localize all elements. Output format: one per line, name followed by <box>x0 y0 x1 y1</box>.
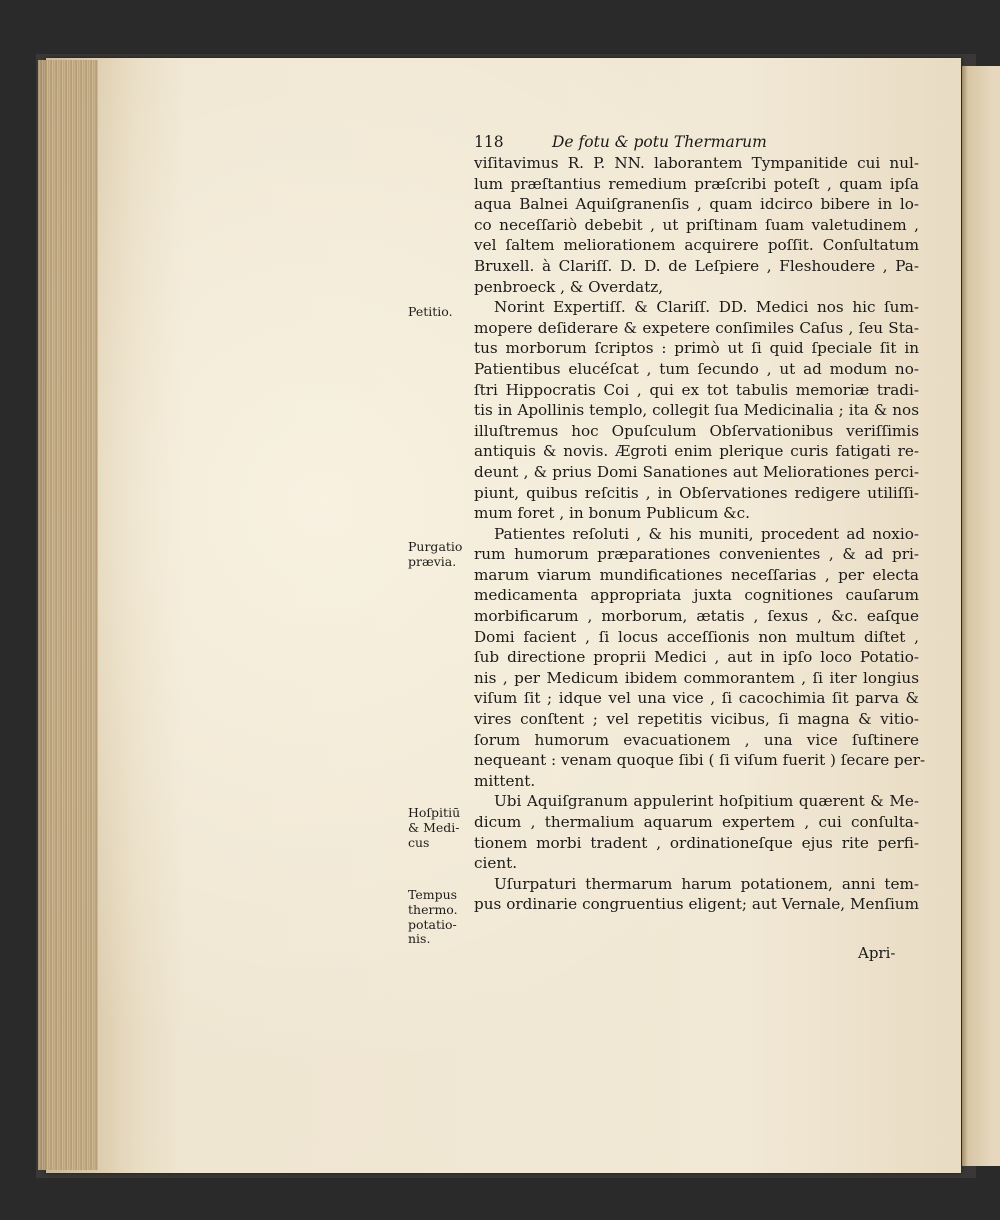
body-line: viſitavimus R. P. NN. laborantem Tympanitide cui nul- <box>474 154 919 172</box>
body-line: co neceſſariò debebit , ut priſtinam ſuam valetudinem , <box>474 215 919 234</box>
body-line: deunt , & prius Domi Sanationes aut Meliorationes perci- <box>474 462 919 481</box>
body-line: Norint Expertiſſ. & Clariſſ. DD. Medici nos hic ſum- <box>494 298 919 317</box>
body-line: nis , per Medicum ibidem commorantem , ſi iter longius <box>474 668 919 687</box>
body-line: pus ordinarie congruentius eligent; aut Vernale, Menſium <box>474 895 919 914</box>
body-line: Uſurpaturi thermarum harum potationem, anni tem- <box>494 874 919 893</box>
body-line: Ubi Aquiſgranum appulerint hoſpitium quærent & Me- <box>494 792 919 811</box>
body-line: mum foret , in bonum Publicum &c. <box>474 504 750 523</box>
body-line: tus morborum ſcriptos : primò ut ſi quid ſpeciale ſit in <box>474 339 919 358</box>
body-line: rum humorum præparationes convenientes , & ad pri- <box>474 545 919 564</box>
body-line: dicum , thermalium aquarum expertem , cui conſulta- <box>474 813 919 831</box>
body-line: marum viarum mundificationes neceſſarias , per electa <box>474 565 919 584</box>
facing-page-edge <box>962 66 1000 1166</box>
body-line: medicamenta appropriata juxta cognitiones cauſarum <box>474 586 919 605</box>
running-head <box>474 132 919 153</box>
body-line: ſtri Hippocratis Coi , qui ex tot tabulis memoriæ tradi- <box>474 380 919 399</box>
page-number: 118 <box>474 133 504 151</box>
body-line: tis in Apollinis templo, collegit ſua Medicinalia ; ita & nos <box>474 401 919 420</box>
body-line: piunt, quibus reſcitis , in Obſervationes redigere utiliſſi- <box>474 483 919 502</box>
body-line: vires conſtent ; vel repetitis vicibus, ſi magna & vitio- <box>474 710 919 729</box>
margin-note: Hoſpitiū & Medi-cus <box>408 805 461 850</box>
body-line: Domi facient , ſi locus acceſſionis non multum diſtet , <box>474 627 919 646</box>
body-line: mittent. <box>474 771 536 790</box>
page-text <box>474 132 926 915</box>
body-line: ſorum humorum evacuationem , una vice ſuſtinere <box>474 730 919 749</box>
margin-note: Purgatio prævia. <box>408 539 463 569</box>
margin-note: Tempus thermo. potatio-nis. <box>408 887 458 947</box>
body-line: illuſtremus hoc Opuſculum Obſervationibus veriſſimis <box>474 421 919 440</box>
body-line: morbificarum , morborum, ætatis , ſexus , &c. eaſque <box>474 607 919 626</box>
catchword: Apri- <box>858 944 896 962</box>
body-line: ſub directione proprii Medici , aut in ipſo loco Potatio- <box>474 648 919 667</box>
body-line: aqua Balnei Aquiſgranenſis , quam idcirco bibere in lo- <box>474 195 919 214</box>
body-line: penbroeck , & Overdatz, <box>474 277 664 296</box>
body-line: nequeant : venam quoque ſibi ( ſi viſum fuerit ) ſecare per- <box>474 751 926 770</box>
body-line: Patientes reſoluti , & his muniti, procedent ad noxio- <box>494 524 919 543</box>
body-line: tionem morbi tradent , ordinationeſque ejus rite perfi- <box>474 833 919 852</box>
body-line: Patientibus elucéſcat , tum ſecundo , ut ad modum no- <box>474 359 919 378</box>
body-line: viſum ſit ; idque vel una vice , ſi cacochimia ſit parva & <box>474 689 919 708</box>
body-line: cient. <box>474 854 518 873</box>
body-line: antiquis & novis. Ægroti enim plerique curis fatigati re- <box>474 442 919 461</box>
running-title: De fotu & potu Thermarum <box>552 133 767 151</box>
body-line: lum præſtantius remedium præſcribi poteſt , quam ipſa <box>474 174 919 193</box>
margin-note: Petitio. <box>408 304 453 319</box>
body-line: vel ſaltem meliorationem acquirere poſſit. Conſultatum <box>474 236 919 255</box>
body-line: Bruxell. à Clariſſ. D. D. de Leſpiere , Fleshoudere , Pa- <box>474 256 919 275</box>
body-line: mopere deſiderare & expetere conſimiles Caſus , ſeu Sta- <box>474 318 919 337</box>
page-edge <box>38 60 98 1170</box>
